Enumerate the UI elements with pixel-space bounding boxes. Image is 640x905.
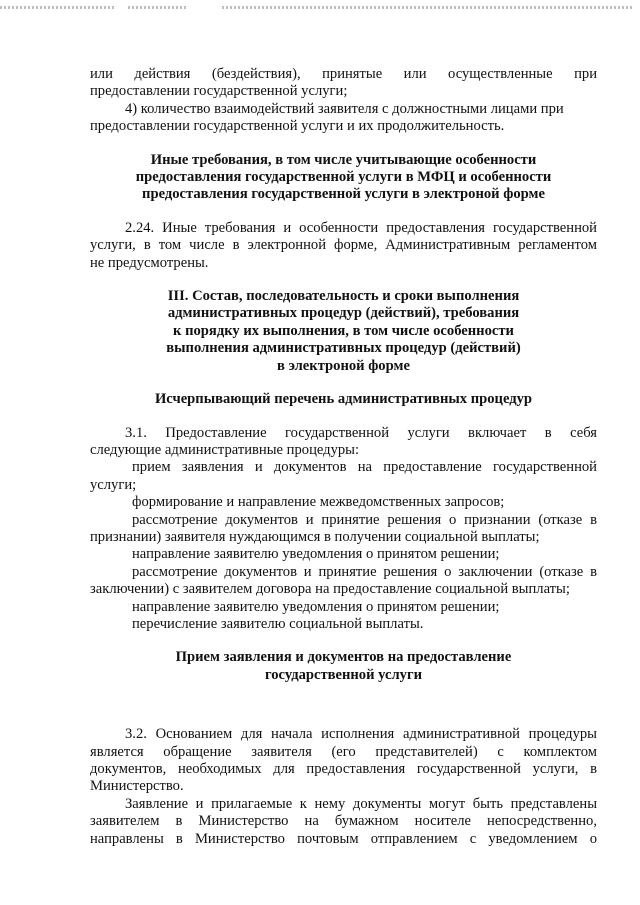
scan-edge-left — [0, 6, 115, 9]
chapter-heading: выполнения административных процедур (действий) — [166, 340, 521, 357]
list-item: рассмотрение документов и принятие решения о признании (отказе в — [132, 511, 597, 528]
section-heading: Иные требования, в том числе учитывающие особенности — [150, 151, 537, 168]
chapter-heading: в электроной форме — [277, 357, 410, 374]
chapter-heading: административных процедур (действий), требования — [167, 305, 520, 322]
text-line: 3.2. Основанием для начала исполнения административной процедуры — [125, 726, 597, 743]
text-line: направлены в Министерство почтовым отправлением с уведомлением о — [90, 830, 597, 847]
scan-edge-mid — [128, 6, 188, 9]
subsection-heading: Исчерпывающий перечень административных процедур — [154, 391, 533, 408]
list-item: услуги; — [90, 476, 137, 493]
chapter-heading: к порядку их выполнения, в том числе особенности — [173, 322, 514, 339]
list-item: рассмотрение документов и принятие решения о заключении (отказе в — [132, 563, 597, 580]
subsection-heading: государственной услуги — [264, 666, 423, 683]
list-item: прием заявления и документов на предоставление государственной — [132, 459, 597, 476]
text-line: услуги, в том числе в электронной форме, Административным регламентом — [90, 237, 597, 254]
text-line: является обращение заявителя (его представителей) с комплектом — [90, 743, 597, 760]
section-heading: предоставления государственной услуги в электроной форме — [142, 186, 545, 203]
text-line: 2.24. Иные требования и особенности предоставления государственной — [125, 219, 597, 236]
list-item: направление заявителю уведомления о принятом решении; — [132, 598, 500, 615]
list-item: заключении) с заявителем договора на предоставление социальной выплаты; — [90, 581, 570, 598]
text-line: 4) количество взаимодействий заявителя с должностными лицами при — [125, 100, 564, 117]
text-line: заявителем в Министерство на бумажном носителе непосредственно, — [90, 813, 597, 830]
list-item: признании) заявителя нуждающимся в получении социальной выплаты; — [90, 528, 540, 545]
section-heading: предоставления государственной услуги в МФЦ и особенности — [135, 169, 552, 186]
subsection-heading: Прием заявления и документов на предоставление — [175, 649, 512, 666]
text-line: предоставлении государственной услуги; — [90, 83, 348, 100]
list-item: перечисление заявителю социальной выплаты. — [132, 615, 424, 632]
list-item: направление заявителю уведомления о принятом решении; — [132, 546, 500, 563]
text-line: Министерство. — [90, 778, 184, 795]
text-line: Заявление и прилагаемые к нему документы могут быть представлены — [125, 795, 597, 812]
scan-edge-right — [222, 6, 632, 9]
text-line: следующие административные процедуры: — [90, 441, 360, 458]
text-line: или действия (бездействия), принятые или осуществленные при — [90, 66, 597, 82]
text-line: предоставлении государственной услуги и их продолжительность. — [90, 118, 505, 135]
document-page — [90, 66, 597, 848]
text-line: не предусмотрены. — [90, 254, 209, 271]
text-line: документов, необходимых для предоставления государственной услуги, в — [90, 761, 597, 777]
list-item: формирование и направление межведомственных запросов; — [132, 494, 505, 511]
chapter-heading: III. Состав, последовательность и сроки выполнения — [167, 288, 520, 305]
text-line: 3.1. Предоставление государственной услуги включает в себя — [125, 424, 597, 441]
